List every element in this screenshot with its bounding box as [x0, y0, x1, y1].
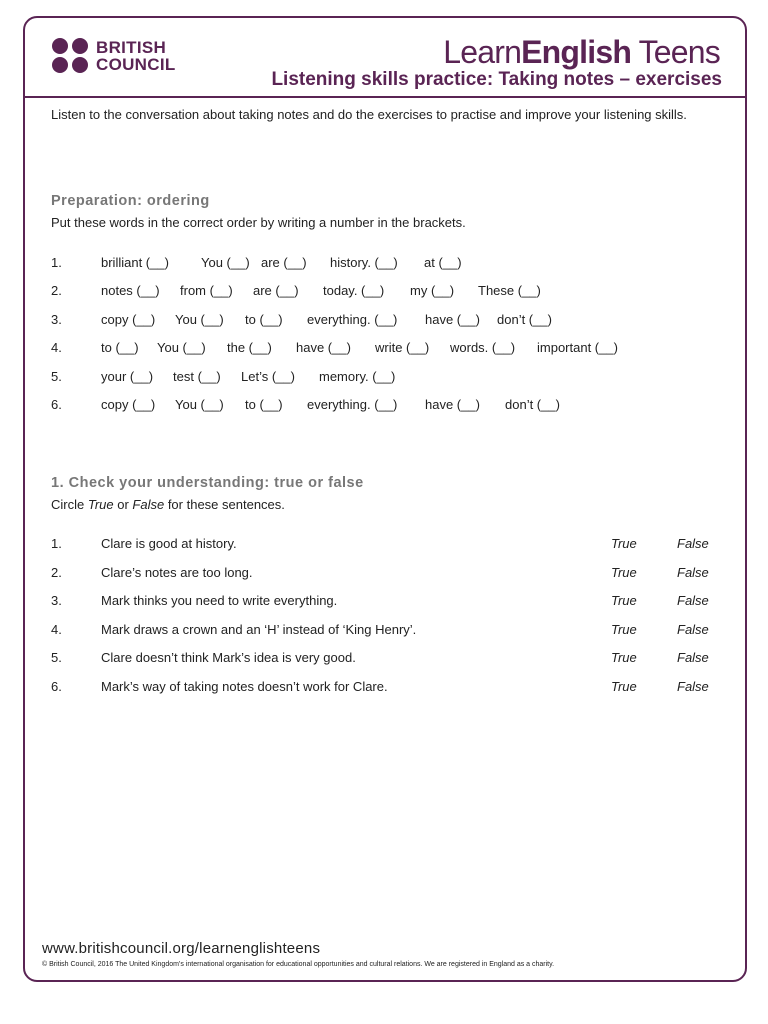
item-number: 5.	[51, 369, 62, 384]
british-council-logo	[52, 38, 176, 73]
preparation-instruction: Put these words in the correct order by writing a number in the brackets.	[51, 215, 466, 230]
word-with-bracket[interactable]: your (__)	[101, 369, 154, 384]
word-with-bracket[interactable]: at (__)	[424, 255, 462, 270]
false-option[interactable]: False	[677, 622, 709, 637]
item-number: 5.	[51, 650, 62, 665]
word-with-bracket[interactable]: You (__)	[175, 397, 224, 412]
word-with-bracket[interactable]: are (__)	[261, 255, 307, 270]
word-with-bracket[interactable]: copy (__)	[101, 312, 156, 327]
word-with-bracket[interactable]: don’t (__)	[497, 312, 552, 327]
word-with-bracket[interactable]: have (__)	[296, 340, 351, 355]
word-with-bracket[interactable]: have (__)	[425, 312, 480, 327]
item-number: 2.	[51, 283, 62, 298]
true-option[interactable]: True	[611, 679, 637, 694]
word-with-bracket[interactable]: everything. (__)	[307, 397, 398, 412]
statement-text: Mark thinks you need to write everything.	[101, 593, 338, 608]
word-with-bracket[interactable]: write (__)	[375, 340, 430, 355]
word-with-bracket[interactable]: test (__)	[173, 369, 221, 384]
word-with-bracket[interactable]: to (__)	[101, 340, 139, 355]
false-option[interactable]: False	[677, 679, 709, 694]
statement-text: Clare is good at history.	[101, 536, 237, 551]
word-with-bracket[interactable]: Let’s (__)	[241, 369, 295, 384]
word-with-bracket[interactable]: notes (__)	[101, 283, 160, 298]
statement-text: Clare’s notes are too long.	[101, 565, 253, 580]
item-number: 4.	[51, 340, 62, 355]
true-option[interactable]: True	[611, 565, 637, 580]
item-number: 2.	[51, 565, 62, 580]
statement-text: Mark’s way of taking notes doesn’t work for Clare.	[101, 679, 388, 694]
item-number: 6.	[51, 679, 62, 694]
true-option[interactable]: True	[611, 593, 637, 608]
false-option[interactable]: False	[677, 565, 709, 580]
item-number: 3.	[51, 593, 62, 608]
statement-text: Mark draws a crown and an ‘H’ instead of ‘King Henry’.	[101, 622, 417, 637]
word-with-bracket[interactable]: You (__)	[201, 255, 250, 270]
task1-instruction: Circle True or False for these sentences.	[51, 497, 285, 512]
true-false-item	[51, 622, 721, 640]
logo-line-2: COUNCIL	[96, 54, 176, 74]
word-with-bracket[interactable]: words. (__)	[450, 340, 516, 355]
word-with-bracket[interactable]: everything. (__)	[307, 312, 398, 327]
preparation-heading: Preparation: ordering	[51, 193, 210, 209]
true-false-item	[51, 593, 721, 611]
word-with-bracket[interactable]: You (__)	[157, 340, 206, 355]
false-option[interactable]: False	[677, 536, 709, 551]
word-with-bracket[interactable]: have (__)	[425, 397, 480, 412]
true-false-item	[51, 679, 721, 697]
task1-heading: 1. Check your understanding: true or false	[51, 475, 364, 491]
item-number: 3.	[51, 312, 62, 327]
true-false-item	[51, 650, 721, 668]
word-with-bracket[interactable]: You (__)	[175, 312, 224, 327]
true-false-item	[51, 536, 721, 554]
footer-url[interactable]: www.britishcouncil.org/learnenglishteens	[42, 940, 321, 957]
item-number: 6.	[51, 397, 62, 412]
footer-copyright: © British Council, 2016 The United Kingdom’s international organisation for educational opportunities and cultural relations. We are registered in England as a charity.	[42, 961, 555, 968]
true-option[interactable]: True	[611, 622, 637, 637]
word-with-bracket[interactable]: to (__)	[245, 312, 283, 327]
intro-text: Listen to the conversation about taking notes and do the exercises to practise and improve your listening skills.	[51, 107, 687, 122]
item-number: 1.	[51, 255, 62, 270]
word-with-bracket[interactable]: brilliant (__)	[101, 255, 169, 270]
logo-dots-icon	[52, 38, 89, 73]
word-with-bracket[interactable]: the (__)	[227, 340, 272, 355]
statement-text: Clare doesn’t think Mark’s idea is very good.	[101, 650, 356, 665]
item-number: 4.	[51, 622, 62, 637]
word-with-bracket[interactable]: are (__)	[253, 283, 299, 298]
word-with-bracket[interactable]: These (__)	[478, 283, 541, 298]
true-option[interactable]: True	[611, 536, 637, 551]
false-option[interactable]: False	[677, 650, 709, 665]
word-with-bracket[interactable]: history. (__)	[330, 255, 398, 270]
learnenglish-teens-brand: LearnEnglish Teens	[443, 34, 720, 70]
true-option[interactable]: True	[611, 650, 637, 665]
true-false-item	[51, 565, 721, 583]
header-divider	[25, 96, 745, 98]
worksheet-title: Listening skills practice: Taking notes – exercises	[271, 69, 722, 90]
word-with-bracket[interactable]: memory. (__)	[319, 369, 396, 384]
word-with-bracket[interactable]: don’t (__)	[505, 397, 560, 412]
logo-line-1: BRITISH	[96, 37, 167, 57]
word-with-bracket[interactable]: from (__)	[180, 283, 233, 298]
item-number: 1.	[51, 536, 62, 551]
word-with-bracket[interactable]: today. (__)	[323, 283, 385, 298]
word-with-bracket[interactable]: to (__)	[245, 397, 283, 412]
false-option[interactable]: False	[677, 593, 709, 608]
word-with-bracket[interactable]: important (__)	[537, 340, 618, 355]
word-with-bracket[interactable]: copy (__)	[101, 397, 156, 412]
word-with-bracket[interactable]: my (__)	[410, 283, 455, 298]
